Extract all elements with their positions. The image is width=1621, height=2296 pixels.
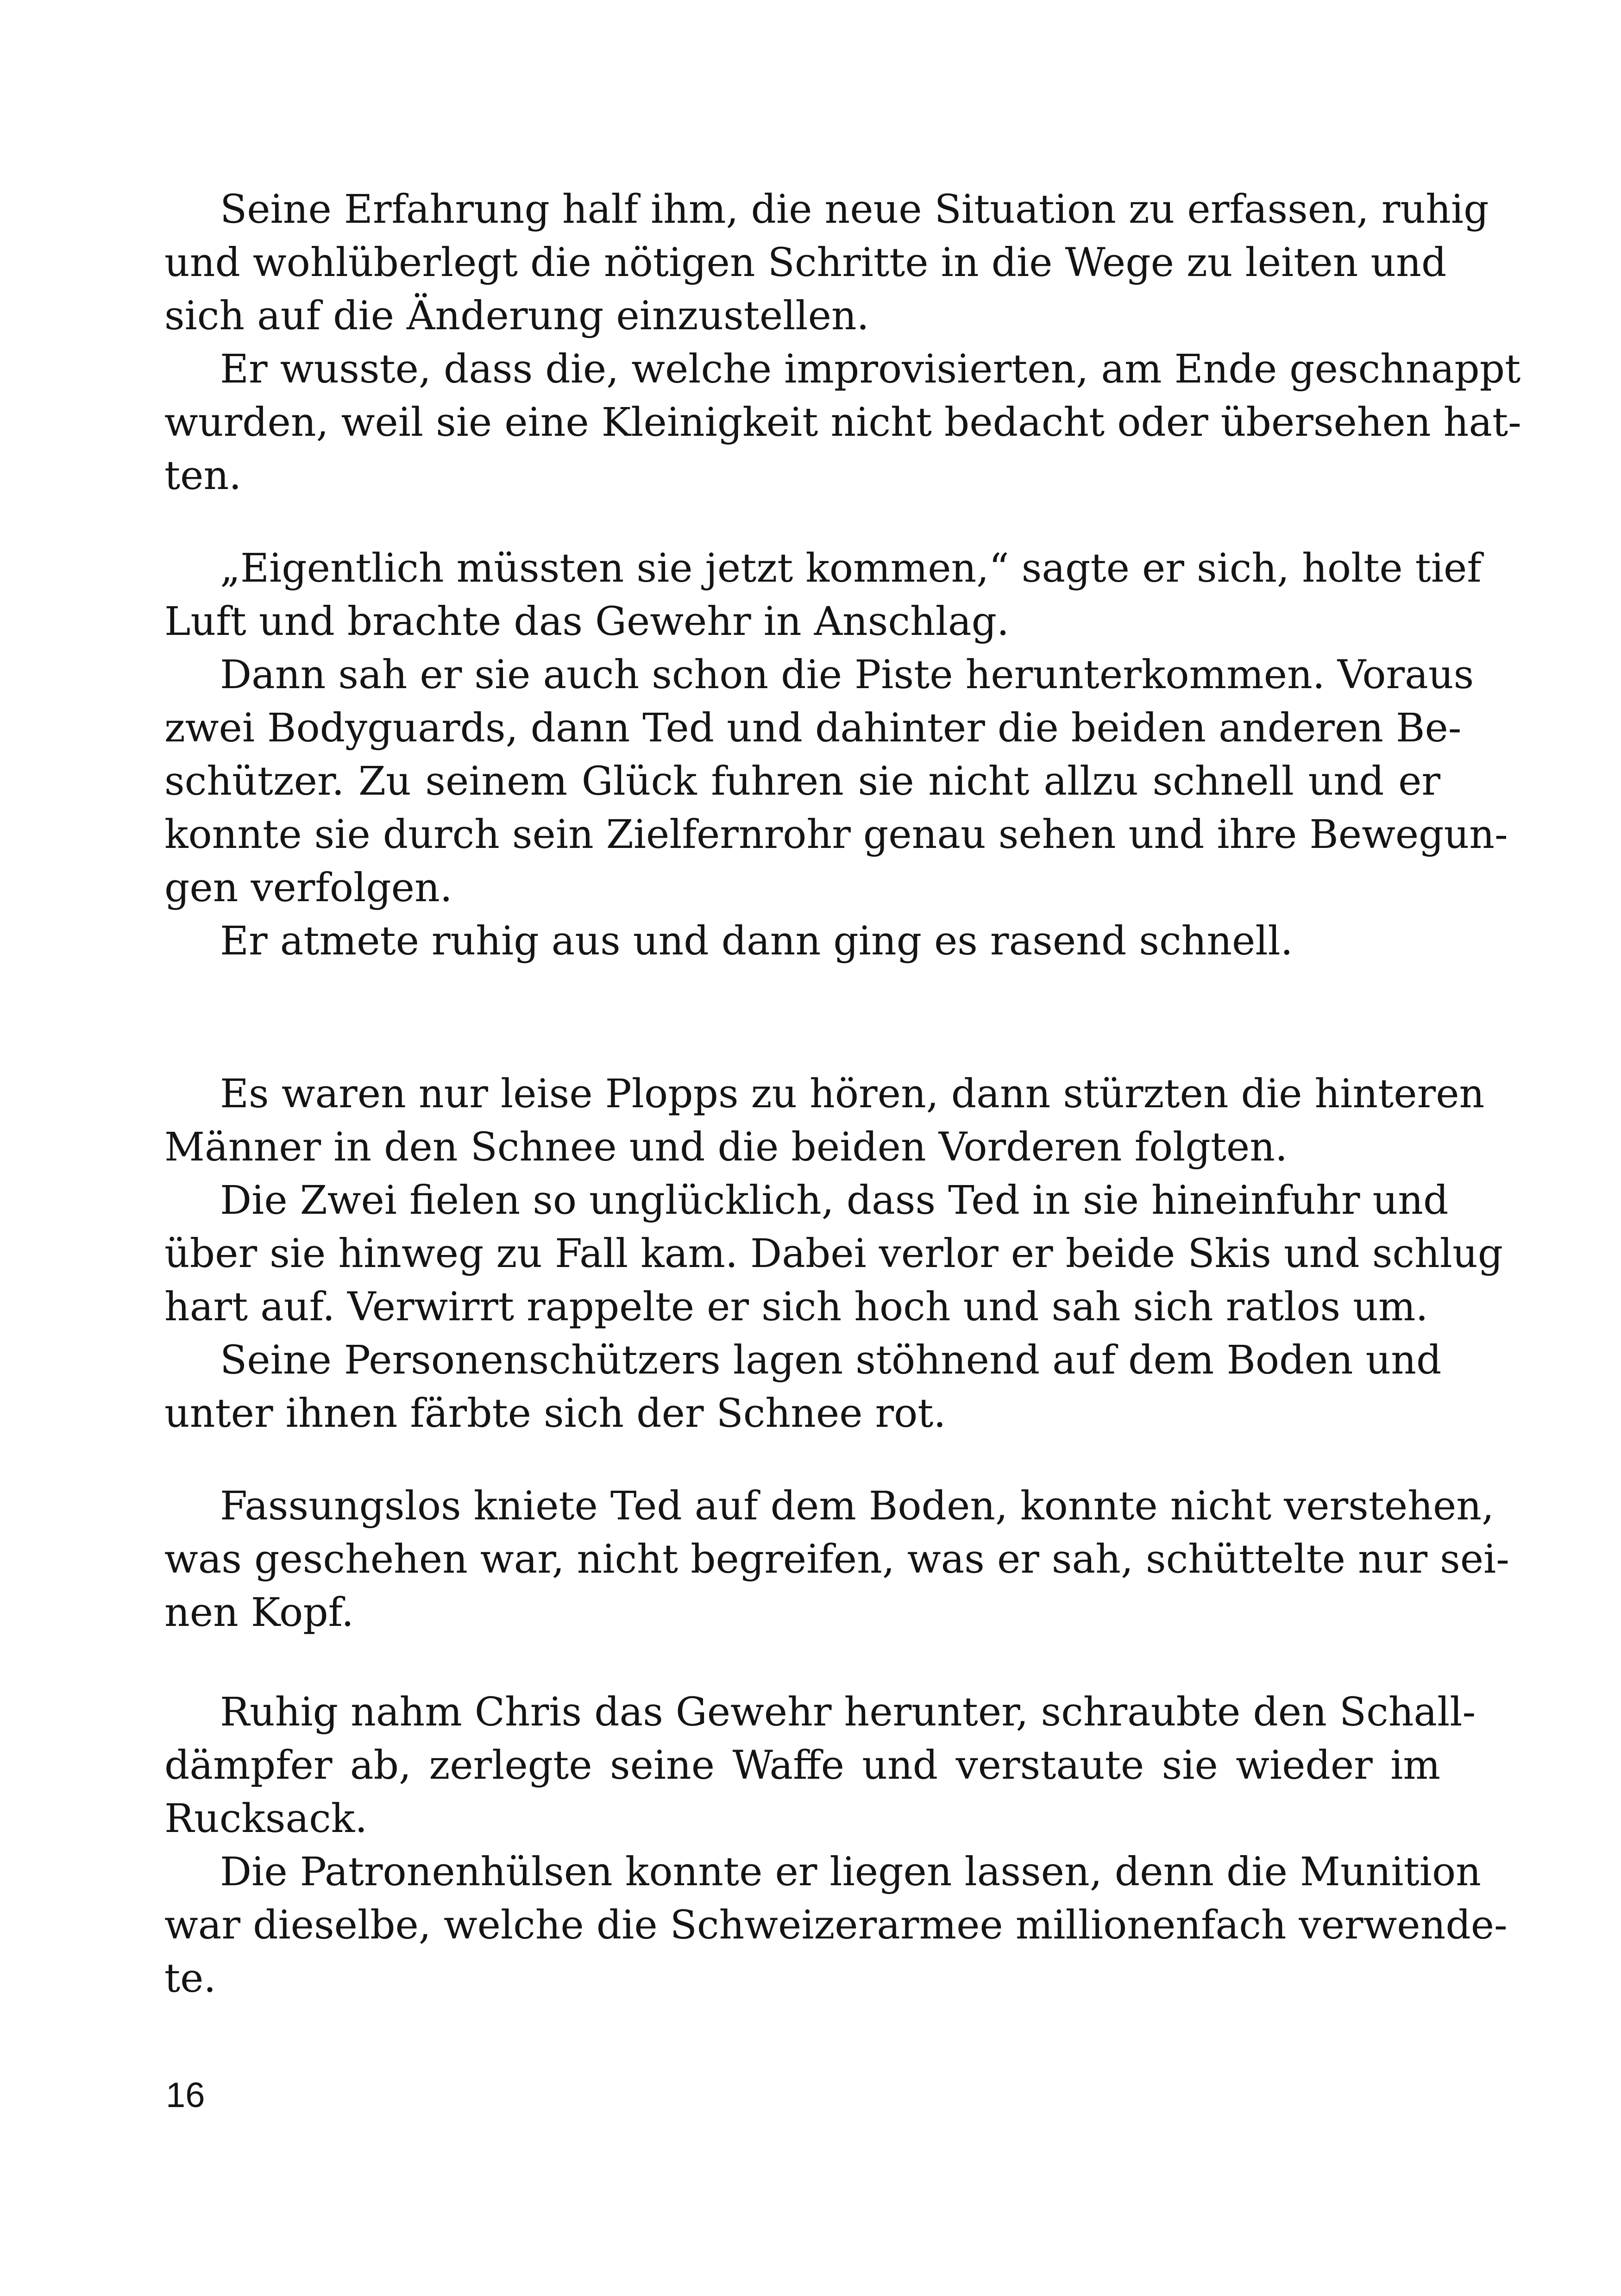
text-line: Dann sah er sie auch schon die Piste herunterkommen. Voraus bbox=[220, 652, 1474, 698]
text-line: was geschehen war, nicht begreifen, was er sah, schüttelte nur sei- bbox=[164, 1537, 1509, 1582]
text-line: Rucksack. bbox=[164, 1796, 368, 1842]
text-line: Er atmete ruhig aus und dann ging es rasend schnell. bbox=[220, 918, 1293, 964]
text-line: Es waren nur leise Plopps zu hören, dann stürzten die hinteren bbox=[220, 1071, 1485, 1117]
text-line: nen Kopf. bbox=[164, 1590, 354, 1636]
paragraph-9 bbox=[164, 1480, 1509, 1639]
paragraph-2 bbox=[164, 343, 1521, 502]
text-line: über sie hinweg zu Fall kam. Dabei verlor er beide Skis und schlug bbox=[164, 1231, 1503, 1277]
text-line: Seine Erfahrung half ihm, die neue Situation zu erfassen, ruhig bbox=[220, 187, 1489, 232]
text-line: Fassungslos kniete Ted auf dem Boden, konnte nicht verstehen, bbox=[220, 1483, 1495, 1529]
paragraph-10 bbox=[164, 1686, 1476, 1845]
text-line: dämpfer ab, zerlegte seine Waffe und verstaute sie wieder im bbox=[164, 1743, 1440, 1788]
text-line: und wohlüberlegt die nötigen Schritte in die Wege zu leiten und bbox=[164, 240, 1447, 286]
paragraph-7 bbox=[164, 1174, 1503, 1334]
text-line: te. bbox=[164, 1956, 216, 2001]
paragraph-1 bbox=[164, 183, 1489, 343]
text-line: war dieselbe, welche die Schweizerarmee millionenfach verwende- bbox=[164, 1902, 1508, 1948]
text-line: Seine Personenschützers lagen stöhnend auf dem Boden und bbox=[220, 1337, 1442, 1383]
text-line: Ruhig nahm Chris das Gewehr herunter, schraubte den Schall- bbox=[220, 1689, 1476, 1735]
text-block-4 bbox=[164, 1480, 1509, 1639]
text-block-5 bbox=[164, 1686, 1508, 2005]
text-line: Männer in den Schnee und die beiden Vorderen folgten. bbox=[164, 1124, 1288, 1170]
paragraph-8 bbox=[164, 1334, 1440, 1440]
text-line: Die Patronenhülsen konnte er liegen lassen, denn die Munition bbox=[220, 1849, 1481, 1895]
paragraph-3 bbox=[164, 542, 1482, 648]
text-line: „Eigentlich müssten sie jetzt kommen,“ sagte er sich, holte tief bbox=[220, 546, 1482, 591]
text-line: konnte sie durch sein Zielfernrohr genau sehen und ihre Bewegun- bbox=[164, 812, 1508, 858]
text-line: schützer. Zu seinem Glück fuhren sie nicht allzu schnell und er bbox=[164, 759, 1440, 804]
paragraph-5 bbox=[164, 915, 1440, 968]
text-line: hart auf. Verwirrt rappelte er sich hoch und sah sich ratlos um. bbox=[164, 1284, 1428, 1330]
text-line: wurden, weil sie eine Kleinigkeit nicht bedacht oder übersehen hat- bbox=[164, 400, 1521, 445]
page-number: 16 bbox=[166, 2076, 205, 2115]
paragraph-11 bbox=[164, 1845, 1508, 2005]
text-line: unter ihnen färbte sich der Schnee rot. bbox=[164, 1391, 946, 1437]
text-line: Die Zwei fielen so unglücklich, dass Ted in sie hineinfuhr und bbox=[220, 1178, 1449, 1223]
text-line: Luft und brachte das Gewehr in Anschlag. bbox=[164, 599, 1010, 645]
paragraph-6 bbox=[164, 1067, 1485, 1174]
text-line: Er wusste, dass die, welche improvisierten, am Ende geschnappt bbox=[220, 346, 1521, 392]
text-line: ten. bbox=[164, 453, 242, 499]
text-line: sich auf die Änderung einzustellen. bbox=[164, 293, 869, 339]
text-line: zwei Bodyguards, dann Ted und dahinter die beiden anderen Be- bbox=[164, 705, 1462, 751]
text-line: gen verfolgen. bbox=[164, 865, 452, 911]
text-block-2 bbox=[164, 542, 1508, 968]
text-block-3 bbox=[164, 1067, 1503, 1440]
paragraph-4 bbox=[164, 648, 1508, 915]
text-block-1 bbox=[164, 183, 1521, 502]
